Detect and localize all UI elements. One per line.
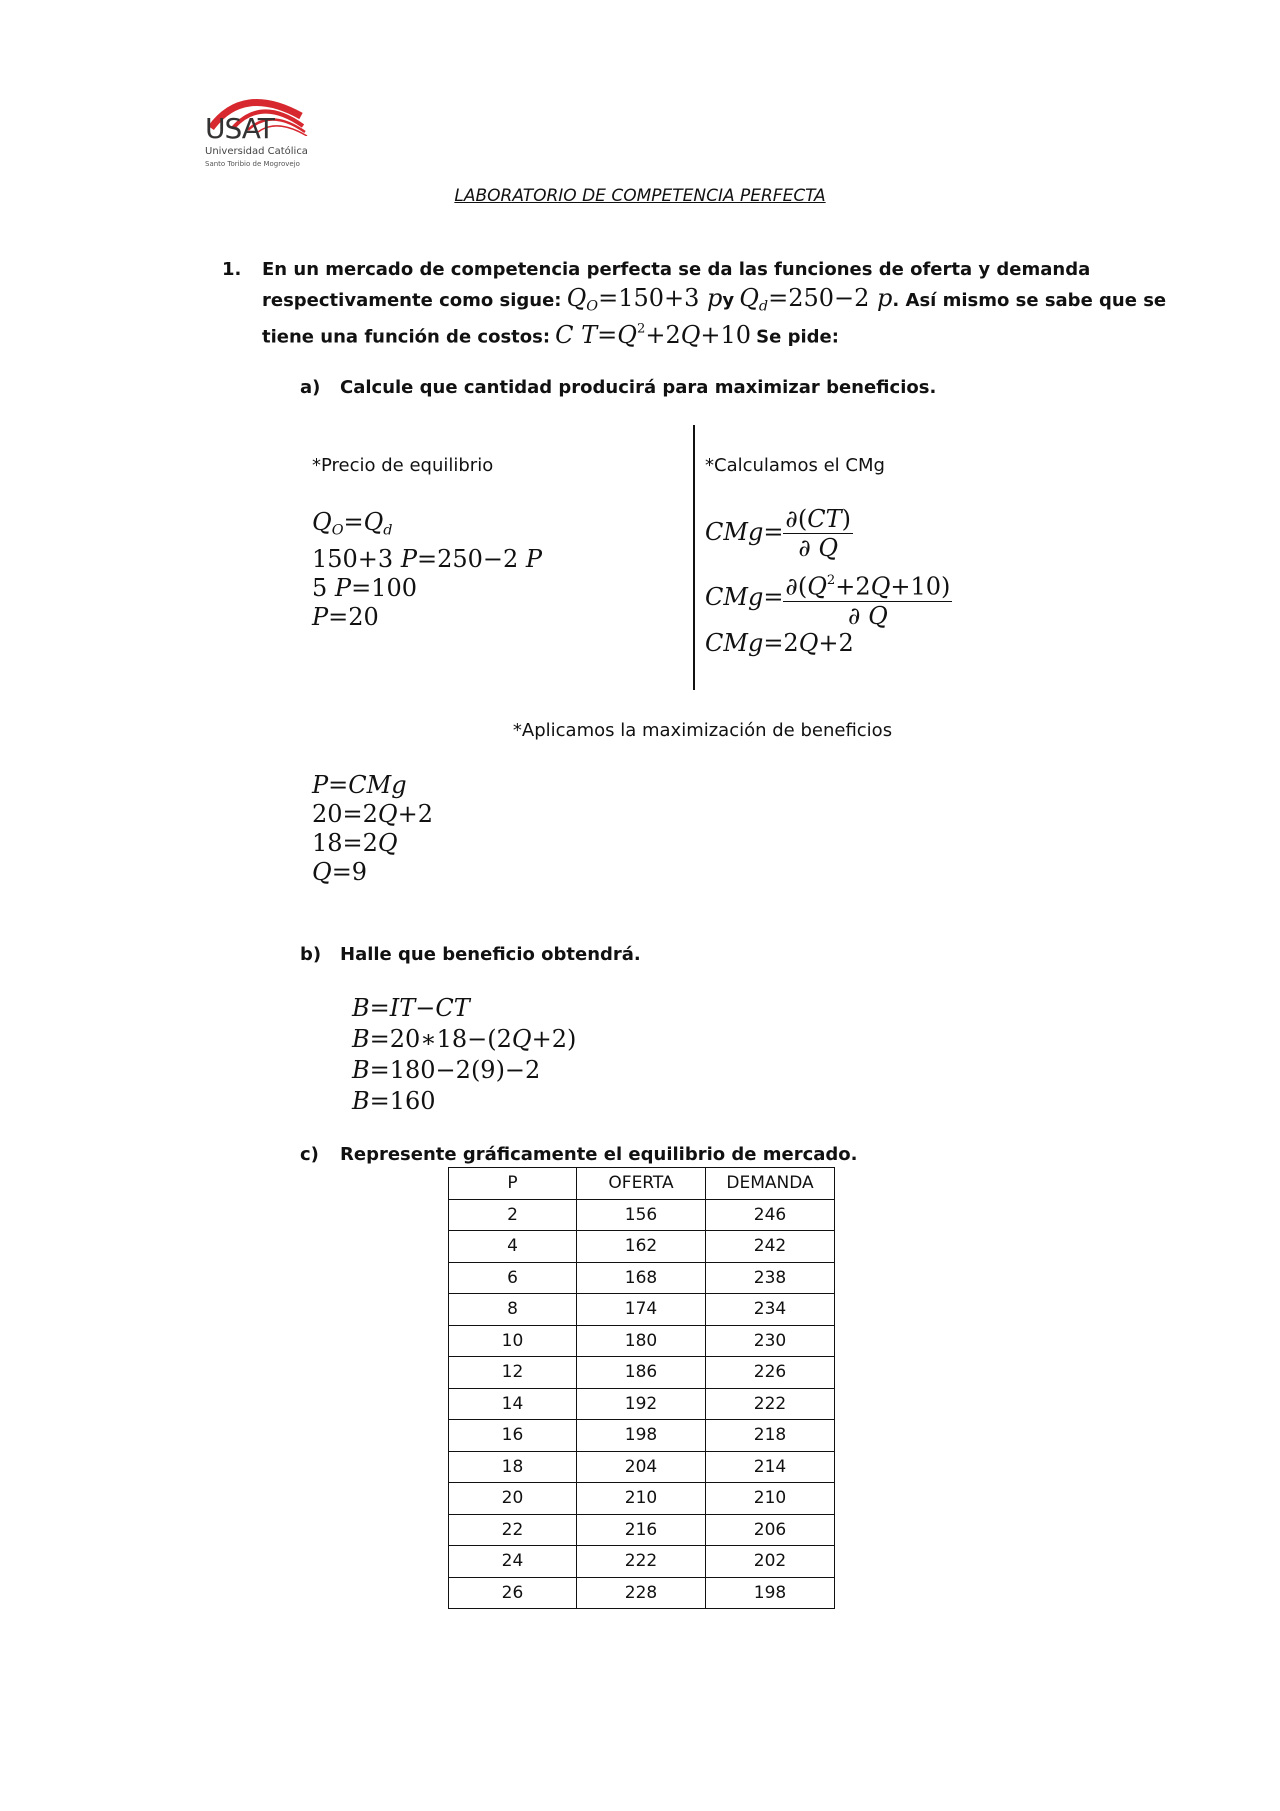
table-cell: 226 [706, 1357, 835, 1389]
max-step-4: Q=9 [312, 858, 368, 886]
table-header-cell: OFERTA [577, 1168, 706, 1200]
table-cell: 198 [577, 1420, 706, 1452]
profit-step-4: B=160 [352, 1087, 436, 1115]
cmg-step-3: CMg=2Q+2 [705, 629, 854, 657]
problem-line2-mid: y [722, 290, 735, 311]
table-cell: 10 [449, 1325, 577, 1357]
table-cell: 216 [577, 1514, 706, 1546]
table-row [449, 1388, 835, 1420]
table-cell: 24 [449, 1546, 577, 1578]
supply-demand-table [448, 1167, 835, 1609]
eq-step-2: 150+3 P=250−2 P [312, 545, 543, 574]
table-row [449, 1199, 835, 1231]
table-row [449, 1231, 835, 1263]
table-header-row [449, 1168, 835, 1200]
table-cell: 168 [577, 1262, 706, 1294]
cmg-step-2: CMg= $\frac{\partial(Q^2+2Q+10)}{\partial Q}$ [705, 567, 952, 629]
table-cell: 174 [577, 1294, 706, 1326]
table-cell: 156 [577, 1199, 706, 1231]
table-cell: 26 [449, 1577, 577, 1609]
table-cell: 162 [577, 1231, 706, 1263]
equilibrium-steps [312, 508, 542, 632]
table-cell: 246 [706, 1199, 835, 1231]
table-cell: 6 [449, 1262, 577, 1294]
table-cell: 228 [577, 1577, 706, 1609]
table-cell: 206 [706, 1514, 835, 1546]
profit-step-3: B=180−2(9)−2 [352, 1056, 541, 1084]
table-cell: 2 [449, 1199, 577, 1231]
table-header-cell: P [449, 1168, 577, 1200]
part-b-text: Halle que beneficio obtendrá. [340, 944, 641, 965]
table-header-cell: DEMANDA [706, 1168, 835, 1200]
table-cell: 214 [706, 1451, 835, 1483]
table-cell: 198 [706, 1577, 835, 1609]
profit-step-2: B=20∗18−(2Q+2) [352, 1025, 577, 1053]
logo-name: USAT [205, 112, 274, 145]
problem-line2-post: . Así mismo se sabe que se [892, 290, 1167, 311]
table-cell: 204 [577, 1451, 706, 1483]
logo-line2: Santo Toribio de Mogrovejo [205, 160, 300, 168]
problem-line-3 [262, 314, 839, 350]
problem-line2-pre: respectivamente como sigue: [262, 290, 562, 311]
column-divider [693, 425, 695, 690]
cmg-step-1: CMg= $\frac{\partial(CT)}{\partial Q}$ [705, 505, 851, 562]
problem-line-1: En un mercado de competencia perfecta se da las funciones de oferta y demanda [262, 259, 1091, 280]
table-row [449, 1262, 835, 1294]
eq-step-3: 5 P=100 [312, 574, 417, 603]
table-cell: 8 [449, 1294, 577, 1326]
eq-step-1: $Q_O=Q_d$ [312, 508, 393, 539]
table-cell: 242 [706, 1231, 835, 1263]
table-cell: 192 [577, 1388, 706, 1420]
supply-demand-table-wrap [448, 1167, 835, 1609]
cost-equation: C $T=Q^2+2Q+10$ [555, 320, 752, 349]
profit-steps [352, 993, 576, 1117]
table-cell: 14 [449, 1388, 577, 1420]
table-cell: 222 [706, 1388, 835, 1420]
table-cell: 202 [706, 1546, 835, 1578]
max-step-3: 18=2Q [312, 829, 398, 857]
table-row [449, 1420, 835, 1452]
part-b-label: b) [300, 944, 322, 965]
table-cell: 16 [449, 1420, 577, 1452]
table-row [449, 1483, 835, 1515]
table-cell: 210 [577, 1483, 706, 1515]
table-cell: 18 [449, 1451, 577, 1483]
problem-number: 1. [222, 259, 242, 280]
table-row [449, 1451, 835, 1483]
problem-line3-post: Se pide: [756, 326, 839, 348]
table-row [449, 1546, 835, 1578]
demand-equation: $Q_d=250-2$ p [739, 284, 893, 315]
table-cell: 20 [449, 1483, 577, 1515]
eq-step-4: P=20 [312, 603, 379, 632]
marginal-cost-steps [705, 505, 952, 658]
part-a-text: Calcule que cantidad producirá para maximizar beneficios. [340, 377, 937, 398]
logo-line1: Universidad Católica [205, 146, 308, 157]
maximization-steps [312, 771, 433, 887]
part-c-label: c) [300, 1144, 319, 1165]
table-cell: 218 [706, 1420, 835, 1452]
part-a-label: a) [300, 377, 321, 398]
table-row [449, 1357, 835, 1389]
problem-line3-pre: tiene una función de costos: [262, 326, 551, 348]
page-title: LABORATORIO DE COMPETENCIA PERFECTA [454, 186, 826, 206]
part-c-text: Represente gráficamente el equilibrio de mercado. [340, 1144, 858, 1165]
table-cell: 186 [577, 1357, 706, 1389]
table-cell: 222 [577, 1546, 706, 1578]
max-step-2: 20=2Q+2 [312, 800, 433, 828]
table-row [449, 1577, 835, 1609]
table-cell: 210 [706, 1483, 835, 1515]
table-cell: 230 [706, 1325, 835, 1357]
table-row [449, 1294, 835, 1326]
marginal-cost-header: *Calculamos el CMg [705, 455, 885, 476]
logo [203, 86, 313, 172]
table-row [449, 1514, 835, 1546]
table-cell: 234 [706, 1294, 835, 1326]
table-cell: 22 [449, 1514, 577, 1546]
profit-step-1: B=IT−CT [352, 994, 470, 1022]
table-cell: 180 [577, 1325, 706, 1357]
equilibrium-price-header: *Precio de equilibrio [312, 455, 494, 476]
max-step-1: P=CMg [312, 771, 407, 799]
table-cell: 12 [449, 1357, 577, 1389]
profit-maximization-header: *Aplicamos la maximización de beneficios [512, 720, 893, 741]
table-row [449, 1325, 835, 1357]
table-cell: 238 [706, 1262, 835, 1294]
supply-equation: $Q_O=150+3$ p [566, 284, 723, 315]
table-cell: 4 [449, 1231, 577, 1263]
